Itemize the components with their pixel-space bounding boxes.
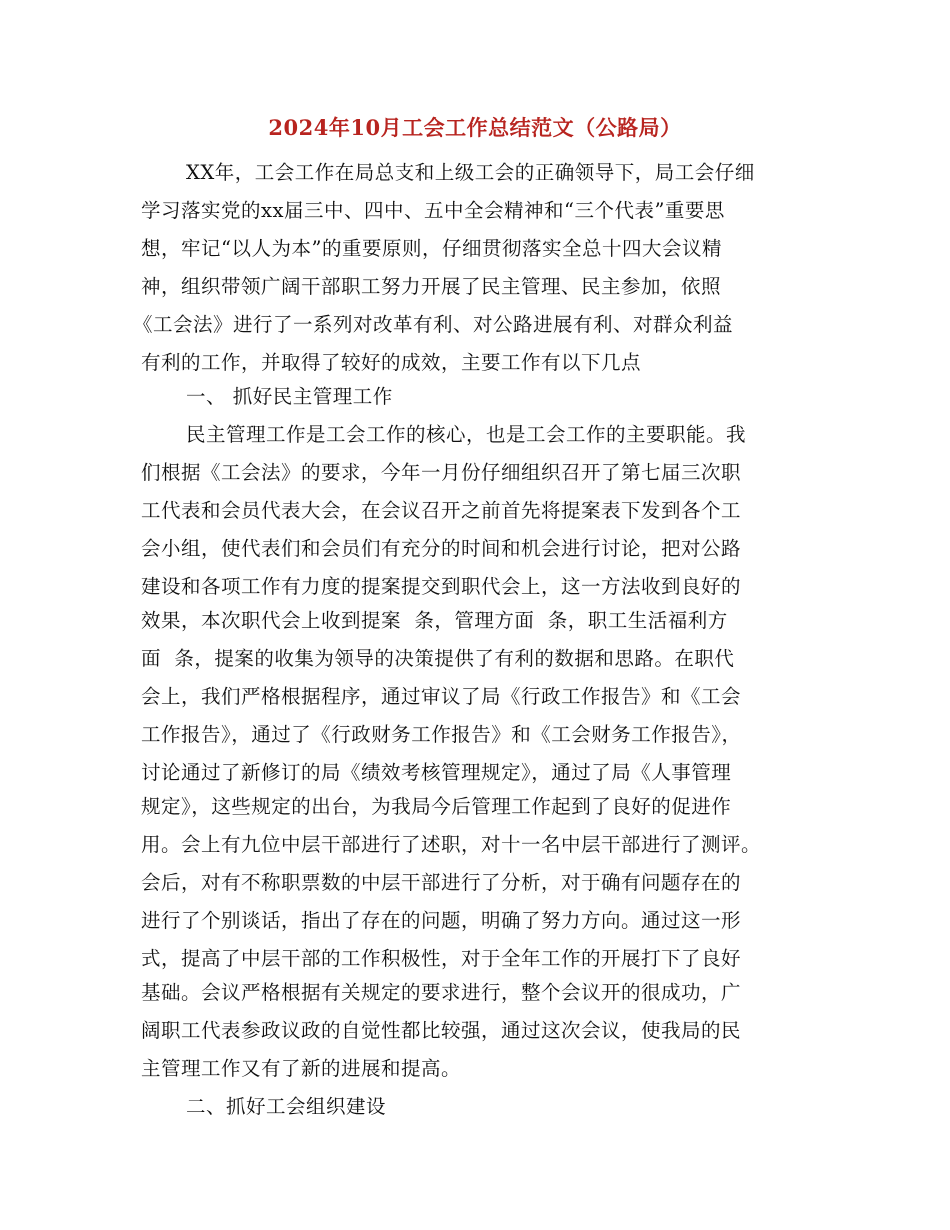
- paragraph-line: 效果，本次职代会上收到提案 条，管理方面 条，职工生活福利方: [141, 609, 728, 632]
- paragraph-line: 会上，我们严格根据程序，通过审议了局《行政工作报告》和《工会: [141, 685, 742, 708]
- paragraph-line: 主管理工作又有了新的进展和提高。: [141, 1057, 462, 1080]
- paragraph-line: 会小组，使代表们和会员们有充分的时间和机会进行讨论，把对公路: [141, 537, 742, 560]
- paragraph-line: 有利的工作，并取得了较好的成效，主要工作有以下几点: [141, 351, 642, 374]
- paragraph-line: 基础。会议严格根据有关规定的要求进行，整个会议开的很成功，广: [141, 981, 742, 1004]
- section-heading: 一、 抓好民主管理工作: [186, 385, 393, 408]
- paragraph-line: 用。会上有九位中层干部进行了述职，对十一名中层干部进行了测评。: [141, 833, 762, 856]
- paragraph-line: 进行了个别谈话，指出了存在的问题，明确了努力方向。通过这一形: [141, 909, 742, 932]
- paragraph-line: 民主管理工作是工会工作的核心，也是工会工作的主要职能。我: [186, 423, 747, 446]
- section-heading: 二、抓好工会组织建设: [186, 1095, 387, 1118]
- paragraph-line: 建设和各项工作有力度的提案提交到职代会上，这一方法收到良好的: [141, 575, 742, 598]
- paragraph-line: 会后，对有不称职票数的中层干部进行了分析，对于确有问题存在的: [141, 871, 742, 894]
- paragraph-line: 式，提高了中层干部的工作积极性，对于全年工作的开展打下了良好: [141, 947, 742, 970]
- paragraph-line: 面 条，提案的收集为领导的决策提供了有利的数据和思路。在职代: [141, 647, 735, 670]
- paragraph-line: 规定》，这些规定的出台，为我局今后管理工作起到了良好的促进作: [141, 795, 732, 818]
- document-title: 2024年10月工会工作总结范文（公路局）: [268, 115, 682, 140]
- paragraph-line: 神，组织带领广阔干部职工努力开展了民主管理、民主参加，依照: [141, 275, 722, 298]
- paragraph-line: 们根据《工会法》的要求，今年一月份仔细组织召开了第七届三次职: [141, 461, 742, 484]
- paragraph-line: 讨论通过了新修订的局《绩效考核管理规定》，通过了局《人事管理: [141, 761, 732, 784]
- paragraph-line: 工代表和会员代表大会，在会议召开之前首先将提案表下发到各个工: [141, 499, 742, 522]
- paragraph-line: 工作报告》，通过了《行政财务工作报告》和《工会财务工作报告》，: [141, 723, 742, 746]
- paragraph-line: 《工会法》进行了一系列对改革有利、对公路进展有利、对群众利益: [133, 313, 734, 336]
- paragraph-line: 学习落实党的xx届三中、四中、五中全会精神和“三个代表”重要思: [141, 199, 725, 222]
- paragraph-line: XX年，工会工作在局总支和上级工会的正确领导下，局工会仔细: [186, 161, 755, 184]
- paragraph-line: 阔职工代表参政议政的自觉性都比较强，通过这次会议，使我局的民: [141, 1019, 742, 1042]
- paragraph-line: 想，牢记“以人为本”的重要原则，仔细贯彻落实全总十四大会议精: [141, 237, 722, 260]
